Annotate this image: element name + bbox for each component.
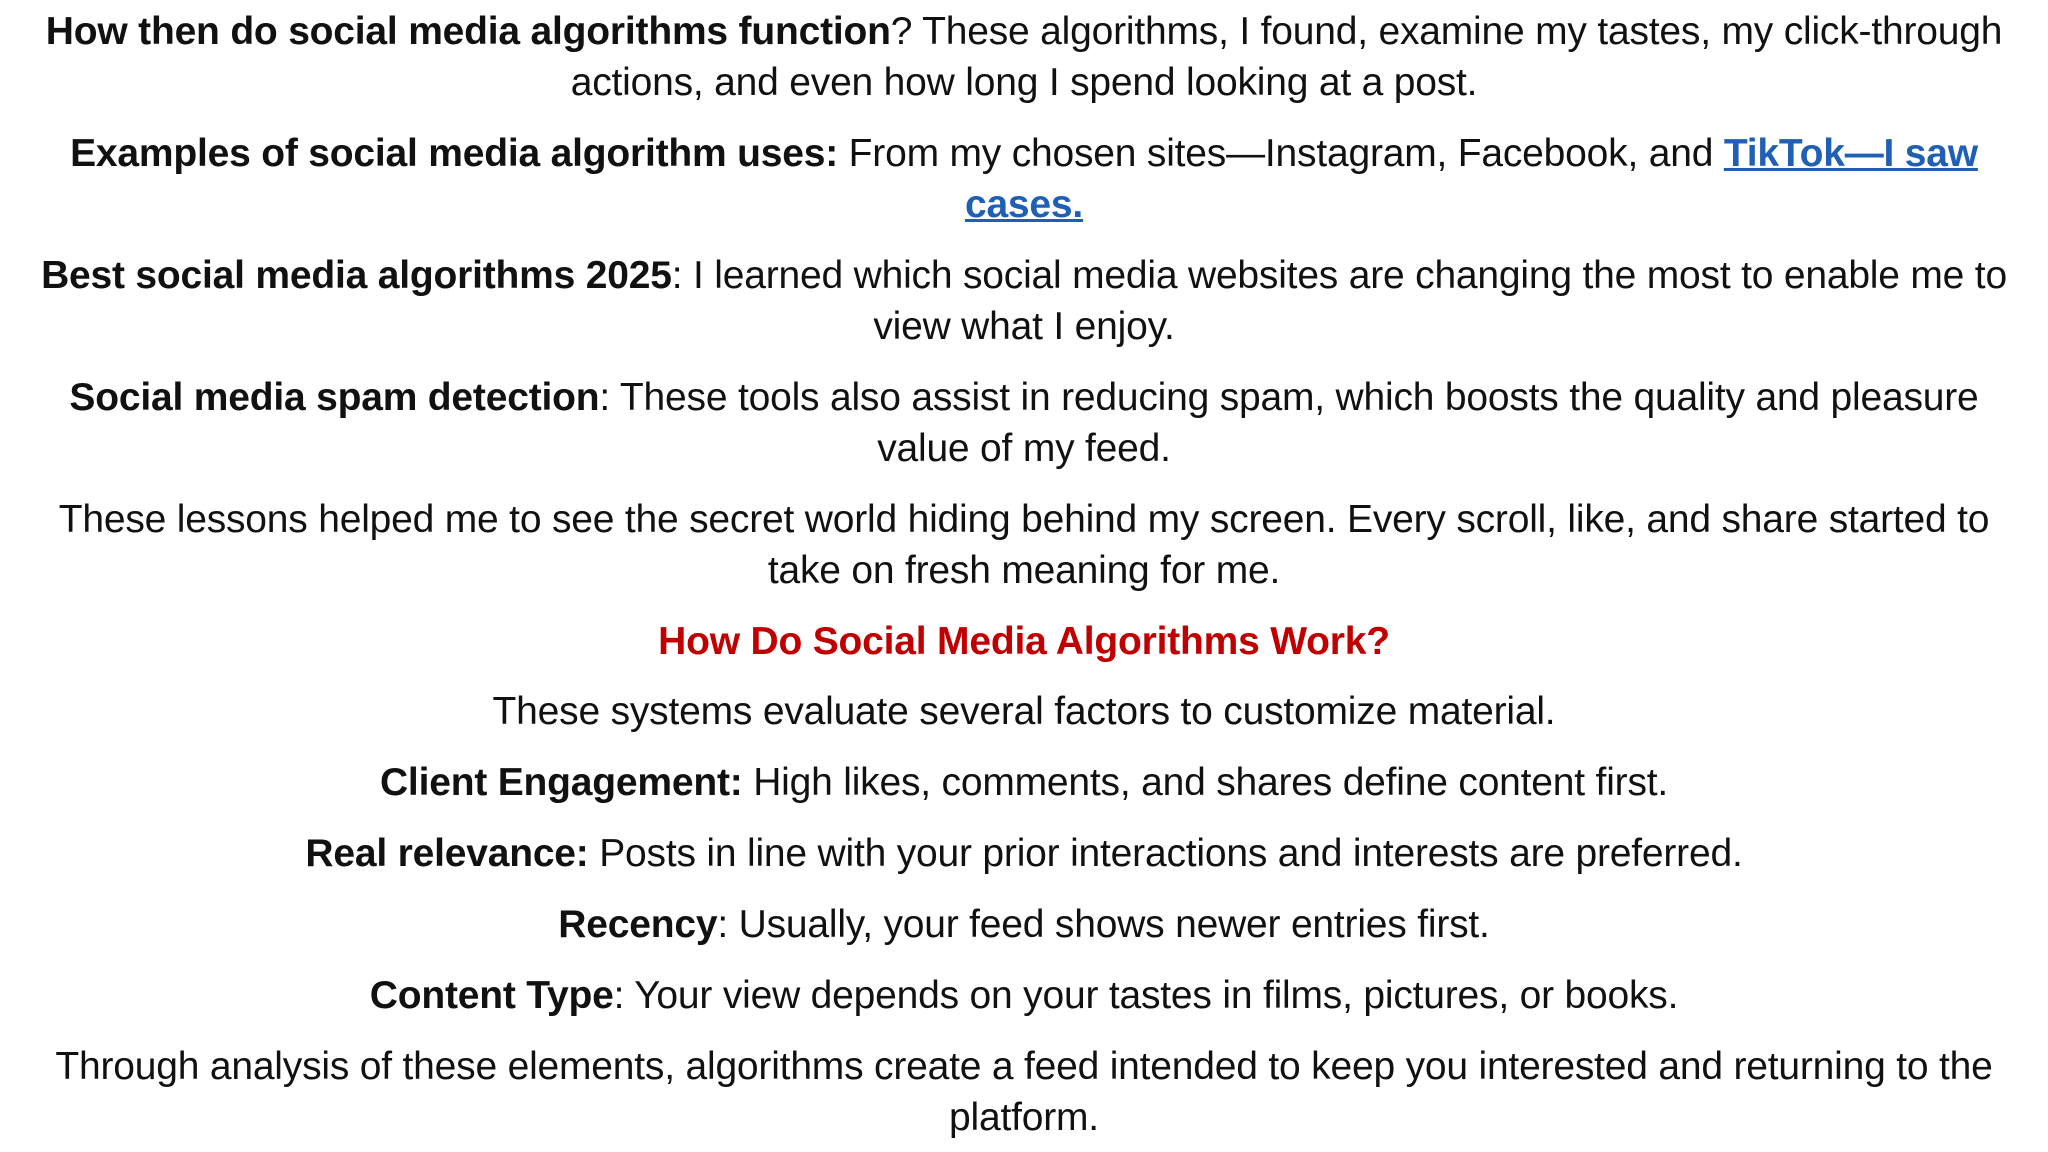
factor-text: : Usually, your feed shows newer entries first.	[717, 903, 1490, 946]
factor-label: Real relevance:	[305, 832, 589, 875]
tiktok-link[interactable]: TikTok—I saw cases.	[964, 132, 1978, 226]
term-label: Examples of social media algorithm uses:	[70, 132, 839, 175]
paragraph-algorithms-function	[24, 6, 2024, 108]
term-label: How then do social media algorithms function	[45, 10, 891, 53]
paragraph-conclusion: Through analysis of these elements, algorithms create a feed intended to keep you interested and returning to the platform.	[55, 1045, 1993, 1139]
paragraph-text: From my chosen sites—Instagram, Facebook, and	[838, 132, 1724, 175]
paragraph-best-algorithms	[24, 250, 2024, 352]
paragraph-spam-detection	[24, 372, 2024, 474]
section-heading: How Do Social Media Algorithms Work?	[658, 620, 1390, 663]
term-label: Social media spam detection	[69, 376, 600, 419]
factor-client-engagement	[24, 757, 2024, 808]
paragraph-algorithm-uses	[24, 128, 2024, 230]
factor-text: Posts in line with your prior interactions and interests are preferred.	[588, 832, 1743, 875]
factor-label: Recency	[558, 903, 718, 946]
factor-content-type	[24, 970, 2024, 1021]
term-label: Best social media algorithms 2025	[41, 254, 672, 297]
factor-real-relevance	[24, 828, 2024, 879]
paragraph-text: : I learned which social media websites are changing the most to enable me to view what I enjoy.	[671, 254, 2007, 348]
factor-text: High likes, comments, and shares define content first.	[742, 761, 1669, 804]
factor-recency	[24, 899, 2024, 950]
paragraph-intro: These systems evaluate several factors to customize material.	[492, 690, 1556, 733]
paragraph-lessons	[24, 494, 2024, 596]
factor-label: Client Engagement:	[379, 761, 743, 804]
paragraph-text: ? These algorithms, I found, examine my tastes, my click-through actions, and even how long I spend looking at a post.	[570, 10, 2003, 104]
factor-label: Content Type	[369, 974, 614, 1017]
paragraph-text: These lessons helped me to see the secret world hiding behind my screen. Every scroll, like, and share started to take on fresh meaning for me.	[58, 498, 1990, 592]
paragraph-text: : These tools also assist in reducing spam, which boosts the quality and pleasure value of my feed.	[599, 376, 1979, 470]
factor-text: : Your view depends on your tastes in films, pictures, or books.	[613, 974, 1679, 1017]
